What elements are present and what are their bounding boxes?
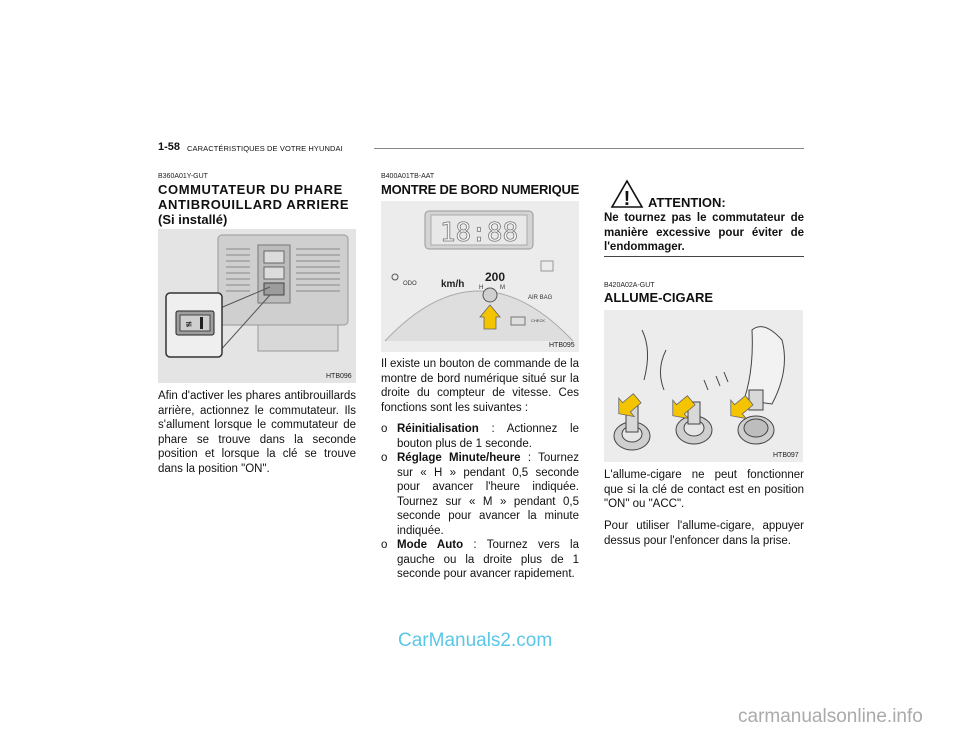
col2-code: B400A01TB-AAT (381, 173, 435, 180)
fog-switch-illustration (158, 229, 356, 383)
col2-list (381, 422, 579, 582)
item-text: : Tournez vers la gauche ou la droite plus de 1 seconde pour avancer rapidement. (397, 539, 579, 580)
svg-text:≢: ≢ (185, 320, 193, 330)
col3-figure-label: HTB097 (773, 452, 799, 459)
list-item (381, 451, 579, 538)
item-term: Réglage Minute/heure (397, 452, 521, 464)
bullet-marker: o (381, 423, 388, 435)
col3-para2: Pour utiliser l'allume-cigare, appuyer dessus pour l'enfoncer dans la prise. (604, 520, 804, 547)
warning-symbol: ! (623, 188, 631, 209)
col1-code: B360A01Y-GUT (158, 173, 208, 180)
col2-intro: Il existe un bouton de commande de la montre de bord numérique situé sur la droite du compteur de vitesse. Ces fonctions sont les suivantes : (381, 358, 579, 414)
col2-title: MONTRE DE BORD NUMERIQUE (381, 182, 580, 197)
bullet-marker: o (381, 452, 388, 464)
watermark-right[interactable]: carmanualsonline.info (738, 706, 923, 727)
header-rule (374, 148, 804, 149)
warning-title: ATTENTION: (648, 195, 726, 210)
kmh-label: km/h (441, 279, 465, 290)
page-number: 1-58 (158, 141, 181, 153)
watermark-left[interactable]: CarManuals2.com (398, 630, 553, 651)
col3-title: ALLUME-CIGARE (604, 290, 714, 305)
odo-label: ODO (403, 281, 417, 287)
col1-title (158, 182, 358, 227)
speed-label: 200 (485, 270, 506, 284)
col1-figure-label: HTB096 (326, 373, 352, 380)
airbag-label: AIR BAG (528, 295, 553, 301)
bullet-marker: o (381, 539, 388, 551)
clock-figure (381, 201, 579, 352)
item-term: Mode Auto (397, 539, 464, 551)
col2-figure-label: HTB095 (549, 342, 575, 349)
col3-code: B420A02A-GUT (604, 282, 655, 289)
warning-text: Ne tournez pas le commutateur de manière excessive pour éviter de l'endommager. (604, 212, 804, 253)
lighter-illustration (604, 310, 803, 462)
h-label: H (479, 285, 484, 291)
m-label: M (500, 285, 505, 291)
col1-title-line2: ANTIBROUILLARD ARRIERE (158, 197, 350, 212)
warning-triangle-icon (610, 179, 644, 209)
section-title: CARACTÉRISTIQUES DE VOTRE HYUNDAI (187, 144, 343, 153)
check-label: CHECK (531, 318, 546, 323)
col3-para1: L'allume-cigare ne peut fonctionner que si la clé de contact est en position "ON" ou "ACC". (604, 469, 804, 510)
list-item (381, 422, 579, 451)
item-text: : Tournez sur « H » pendant 0,5 seconde pour avancer l'heure indiquée. Tournez sur « M » pendant 0,5 seconde pour avancer la minute indiquée. (397, 452, 579, 537)
clock-illustration (381, 201, 579, 352)
item-term: Réinitialisation (397, 423, 479, 435)
clock-digits: 18:88 (439, 218, 519, 248)
col1-body: Afin d'activer les phares antibrouillards arrière, actionnez le commutateur. Ils s'allument lorsque le commutateur de phare se trouve dans la seconde position et lorsque la clé se trouve dans la position "ON". (158, 390, 356, 475)
lighter-figure (604, 310, 803, 462)
list-item (381, 538, 579, 582)
warning-rule (604, 256, 804, 257)
col1-title-line1: COMMUTATEUR DU PHARE (158, 182, 343, 197)
col1-title-line3: (Si installé) (158, 212, 228, 227)
fog-switch-figure (158, 229, 356, 383)
item-text: : Actionnez le bouton plus de 1 seconde. (397, 423, 579, 450)
